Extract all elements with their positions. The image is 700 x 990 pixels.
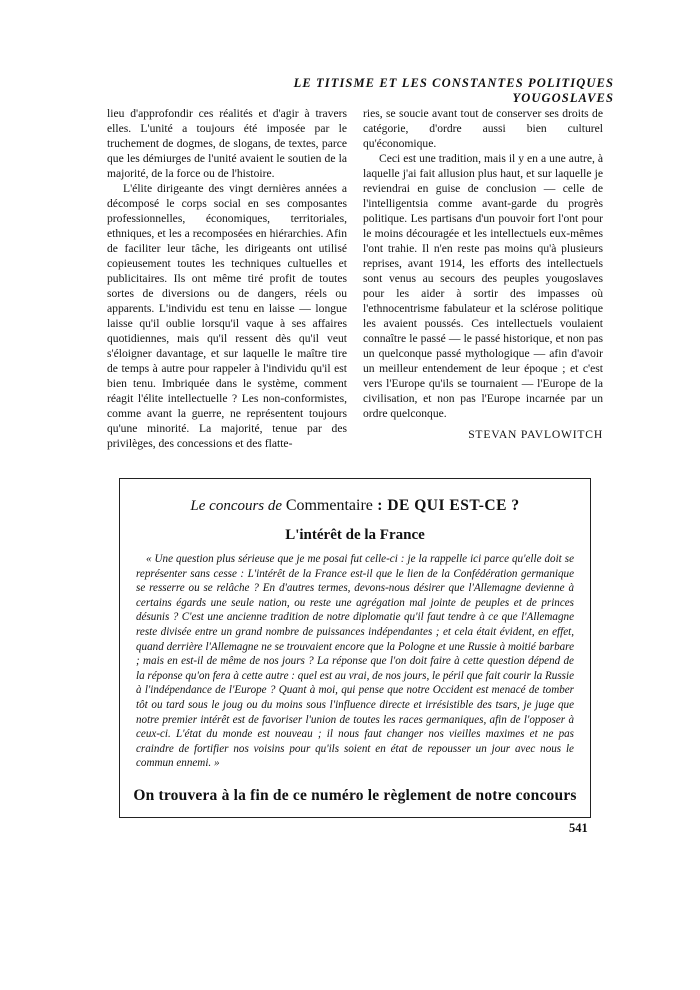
contest-rules-note: On trouvera à la fin de ce numéro le règlement de notre concours — [133, 786, 577, 804]
paragraph: L'élite dirigeante des vingt dernières années a décomposé le corps social en ses composantes professionnelles, économiques, territoriales, ethniques, et les a recomposées en hiérarchies. Afin de faciliter leur tâche, les dirigeants ont utilisé copieusement toutes les techniques cultuelles et publicitaires. Ils ont même tiré profit de toutes sortes de diversions ou de dangers, réels ou apparents. L'individu est tenu en laisse — longue laisse qu'il oublie lorsqu'il vaque à ses affaires quotidiennes, mais qu'il ressent dès qu'il veut s'éloigner davantage, et sur laquelle le maître tire de temps à autre pour rappeler à l'individu qu'il est bien tenu. Imbriquée dans le système, comment réagit l'élite intellectuelle ? Les non-conformistes, comme avant la guerre, ne représentent toujours qu'une minorité. La majorité, tenue par des privilèges, des concessions et des flatte- — [107, 182, 347, 450]
right-column — [363, 106, 603, 451]
paragraph: lieu d'approfondir ces réalités et d'agir à travers elles. L'unité a toujours été imposée par le truchement de dogmes, de slogans, de textes, parce que les démiurges de l'unité avaient le soutien de la majorité, de la force ou de l'histoire. — [107, 107, 347, 180]
quote-text: « Une question plus sérieuse que je me posai fut celle-ci : je la rappelle ici parce qu'elle doit se représenter sans cesse : L'intérêt de la France est-il que le lien de la Confédération germanique se resserre ou se relâche ? En d'autres termes, devons-nous désirer que l'Allemagne devienne à certains égards une seule nation, ou reste une agrégation mal jointe de peuples et de princes désunis ? C'est une ancienne tradition de notre diplomatie qu'il faut tendre à ce que l'Allemagne reste divisée entre un grand nombre de puissances indépendantes ; et cela était évident, en effet, quand derrière l'Allemagne ne se trouvaient encore que la Pologne et une Russie à moitié barbare ; mais en est-il de même de nos jours ? La réponse que l'on doit faire à cette question dépend de la réponse qu'on fera à cette autre : quel est au vrai, de nos jours, le péril que fait courir la Russie à l'indépendance de l'Europe ? Quant à moi, qui pense que notre Occident est menacé de tomber tôt ou tard sous le joug ou du moins sous l'influence directe et irrésistible des tsars, je juge que notre premier intérêt est de favoriser l'union de toutes les races germaniques, afin de l'opposer à ceux-ci. L'état du monde est nouveau ; il nous faut changer nos vieilles maximes et ne pas craindre de fortifier nos voisins pour qu'ils soient en état de repousser un jour avec nous le commun ennemi. » — [136, 553, 574, 770]
contest-title-question: : DE QUI EST-CE ? — [372, 497, 520, 514]
contest-title-magazine: Commentaire — [285, 497, 373, 514]
left-column — [107, 106, 347, 451]
contest-title — [132, 497, 578, 515]
running-head: LE TITISME ET LES CONSTANTES POLITIQUES YOUGOSLAVES — [293, 76, 614, 105]
paragraph: ries, se soucie avant tout de conserver ses droits de catégorie, d'ordre aussi bien culturel qu'économique. — [363, 107, 603, 150]
author-signature: STEVAN PAVLOWITCH — [468, 428, 603, 441]
page-number: 541 — [569, 821, 588, 835]
contest-box — [119, 478, 591, 818]
paragraph: Ceci est une tradition, mais il y en a une autre, à laquelle j'ai fait allusion plus haut, et sur laquelle je reviendrai en guise de conclusion — celle de l'intelligentsia comme avant-garde du progrès politique. Les partisans d'un pouvoir fort l'ont pour le moins découragée et les intellectuels eux-mêmes l'ont trahie. Il n'en reste pas moins qu'à plusieurs reprises, avant 1914, les efforts des intellectuels sont venus au secours des peuples yougoslaves pour les aider à sortir des impasses où l'ethnocentrisme fabulateur et la sclérose politique les avaient poussés. Ces intellectuels voulaient connaître le passé — le passé historique, et non pas un quelconque passé mythologique — afin d'avoir un meilleur entendement de leur époque ; et c'est vers l'Europe qu'ils se tournaient — l'Europe de la civilisation, et non pas l'Europe incarnée par un ordre quelconque. — [363, 152, 603, 420]
quote-title: L'intérêt de la France — [285, 527, 425, 543]
article-body — [107, 106, 603, 451]
contest-title-intro: Le concours de — [190, 498, 286, 514]
